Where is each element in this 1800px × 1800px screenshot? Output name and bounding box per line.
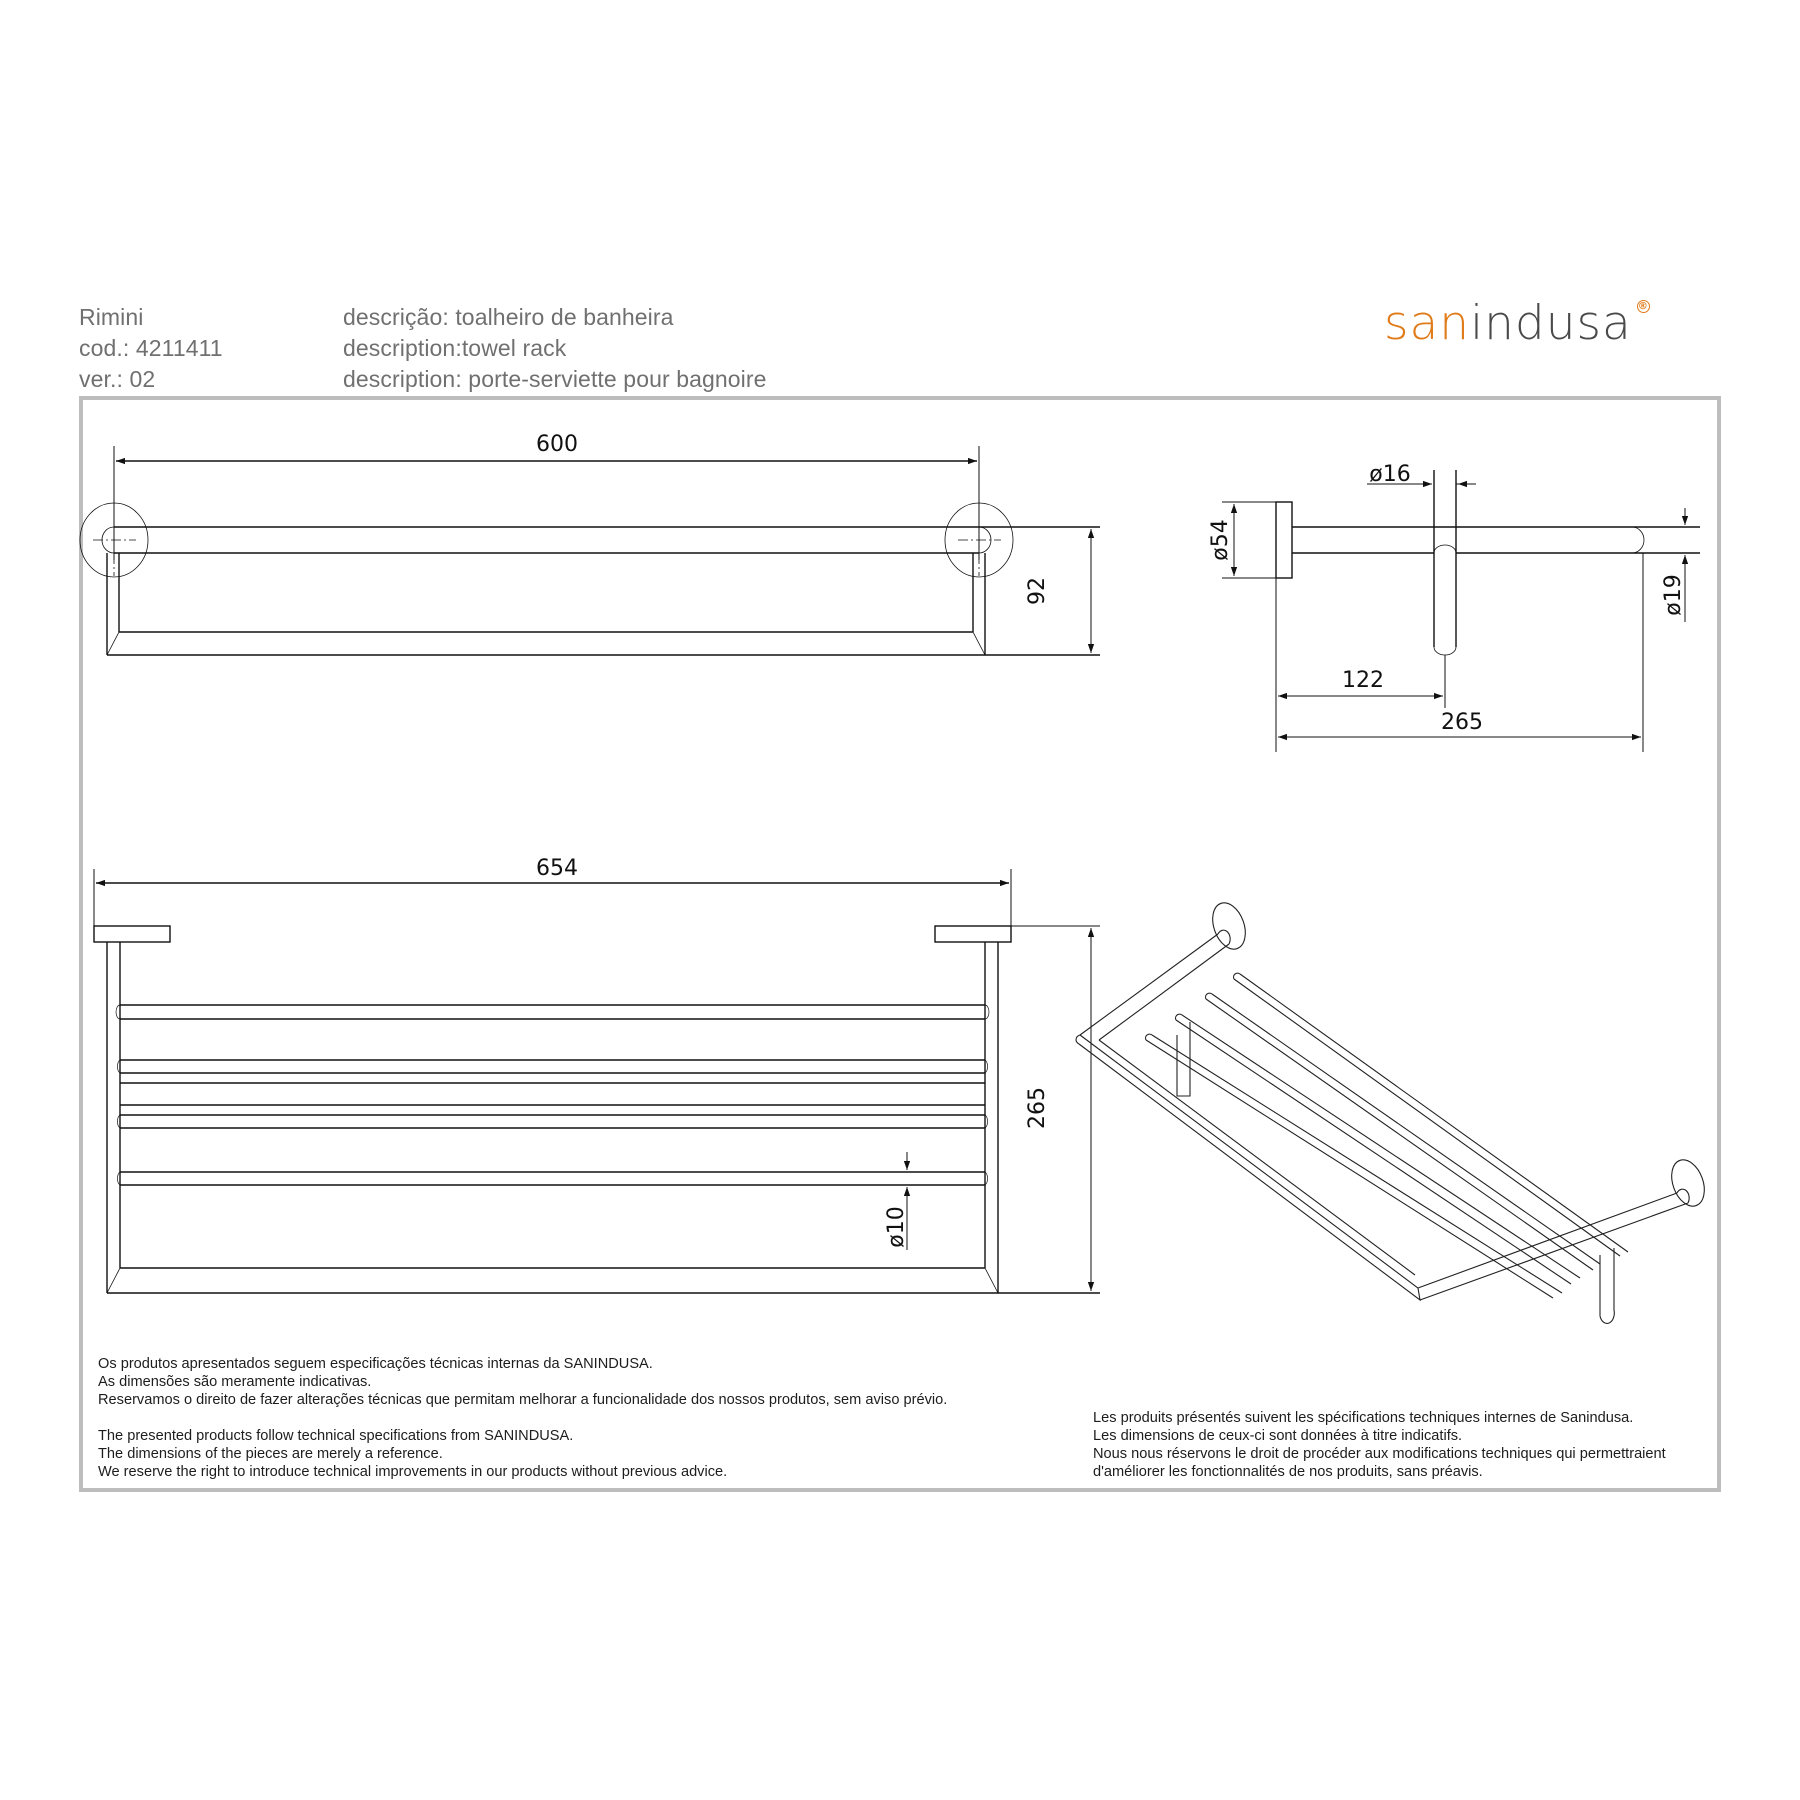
logo-part-san: san <box>1384 296 1471 351</box>
product-code: cod.: 4211411 <box>79 335 223 361</box>
notes-french <box>1093 1409 1666 1481</box>
note-line: Les dimensions de ceux-ci sont données à titre indicatifs. <box>1093 1428 1463 1444</box>
dim-92-label: 92 <box>1025 577 1050 605</box>
dim-o16-label: ø16 <box>1369 462 1411 487</box>
logo-part-indusa: indusa <box>1470 296 1632 351</box>
towel-rack-isometric-icon <box>1076 898 1710 1323</box>
description-pt: descrição: toalheiro de banheira <box>343 304 674 330</box>
dim-654-label: 654 <box>536 856 578 881</box>
dim-o10-label: ø10 <box>884 1206 909 1248</box>
note-line: Reservamos o direito de fazer alterações técnicas que permitam melhorar a funcionalidade dos nossos produtos, sem aviso prévio. <box>98 1392 948 1408</box>
note-line: d'améliorer les fonctionnalités de nos produits, sans préavis. <box>1093 1464 1483 1480</box>
product-name: Rimini <box>79 304 144 330</box>
dim-o54-label: ø54 <box>1208 519 1233 561</box>
note-line: The presented products follow technical specifications from SANINDUSA. <box>98 1428 574 1444</box>
note-line: Nous nous réservons le droit de procéder aux modifications techniques qui permettraient <box>1093 1446 1666 1462</box>
note-line: Os produtos apresentados seguem especificações técnicas internas da SANINDUSA. <box>98 1356 653 1372</box>
notes-english <box>98 1427 727 1481</box>
registered-mark-icon: ® <box>1637 301 1649 312</box>
notes-portuguese <box>98 1355 947 1409</box>
dim-o19-label: ø19 <box>1661 574 1686 616</box>
dim-265-side-label: 265 <box>1441 710 1483 735</box>
note-line: The dimensions of the pieces are merely a reference. <box>98 1446 443 1462</box>
note-line: We reserve the right to introduce technical improvements in our products without previous advice. <box>98 1464 728 1480</box>
dim-122-label: 122 <box>1342 668 1384 693</box>
front-view <box>80 446 1100 655</box>
product-version: ver.: 02 <box>79 366 156 392</box>
description-fr: description: porte-serviette pour bagnoire <box>343 366 767 392</box>
top-view <box>94 869 1100 1293</box>
description-en: description:towel rack <box>343 335 567 361</box>
dim-600-label: 600 <box>536 432 578 457</box>
note-line: Les produits présentés suivent les spécifications techniques internes de Sanindusa. <box>1093 1410 1634 1426</box>
dim-265-top-label: 265 <box>1025 1087 1050 1129</box>
note-line: As dimensões são meramente indicativas. <box>98 1374 372 1390</box>
